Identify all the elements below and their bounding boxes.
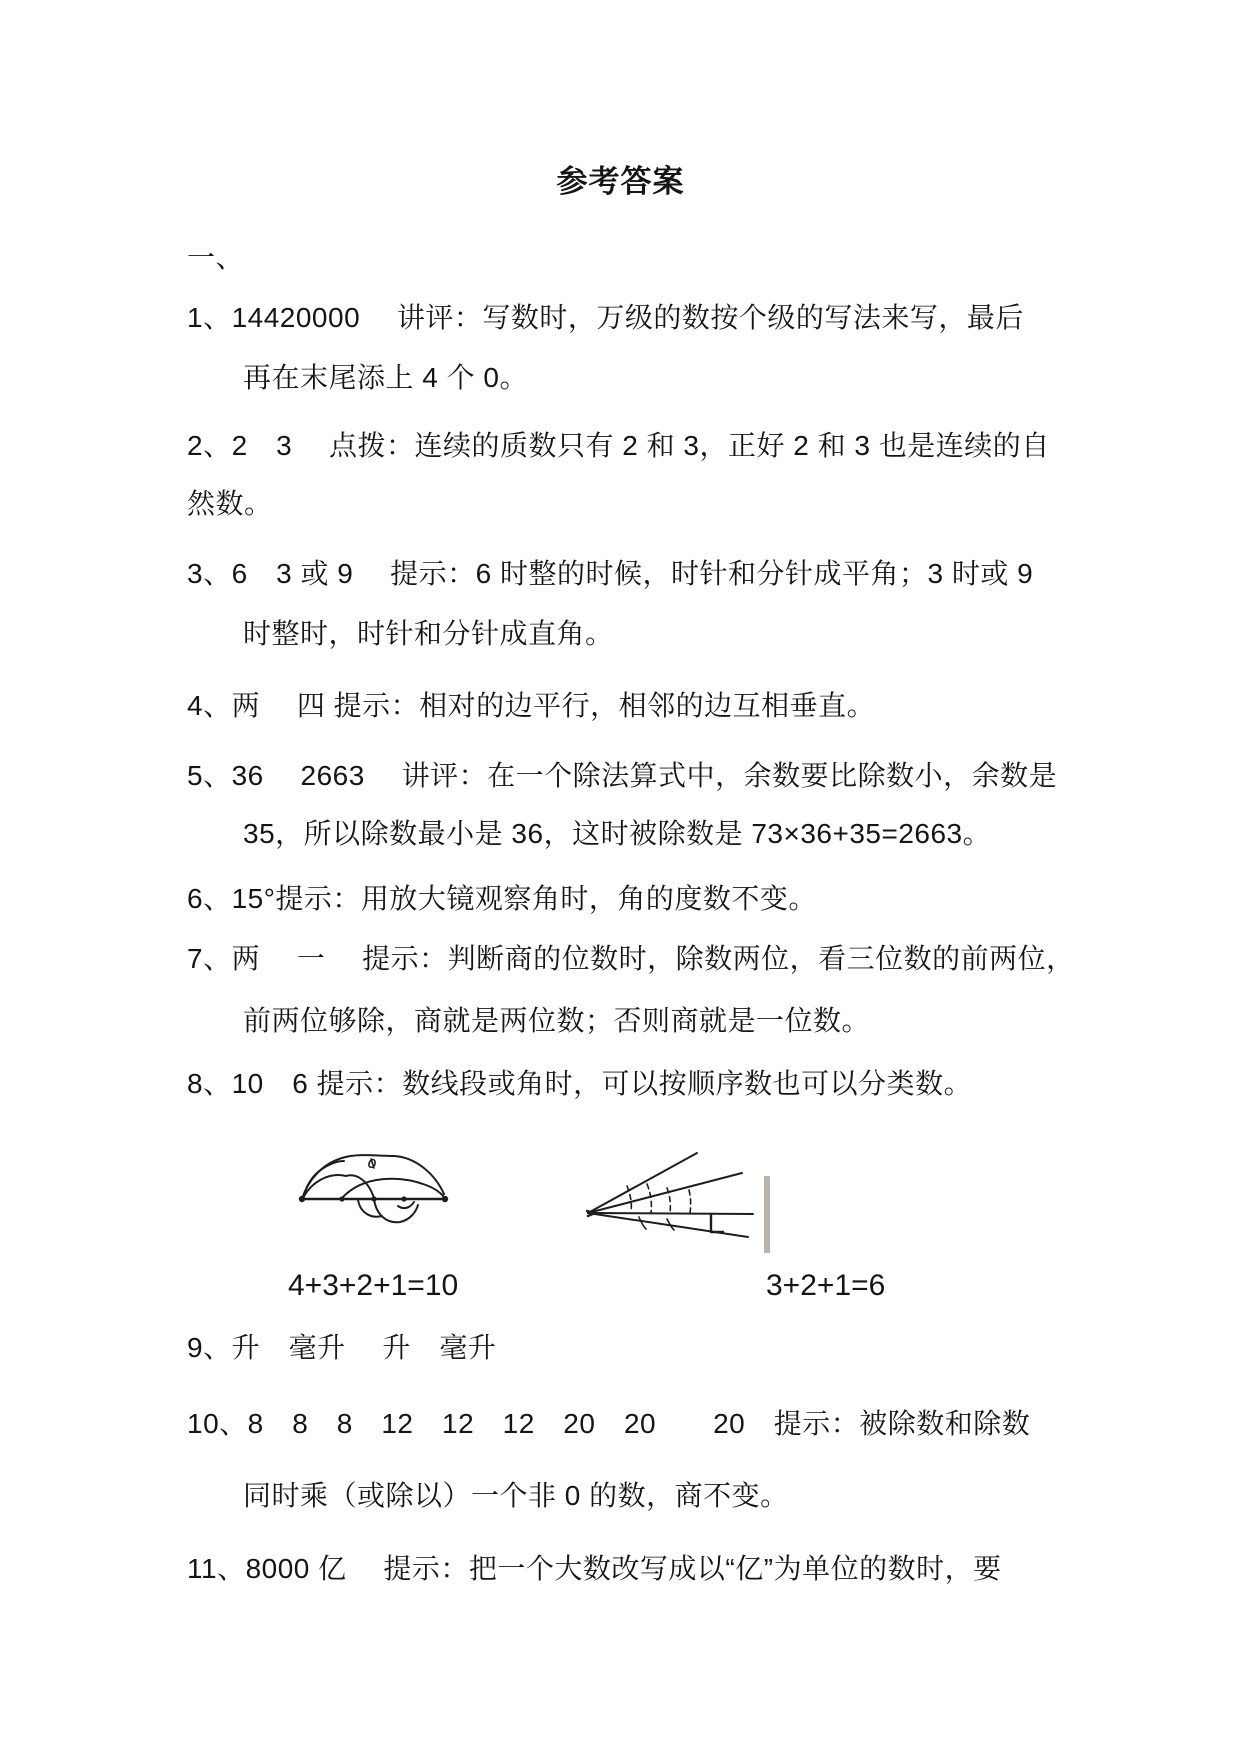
answer-line-1: 1、14420000 讲评：写数时，万级的数按个级的写法来写，最后 <box>187 302 1024 333</box>
answer-line-11: 11、8000 亿 提示：把一个大数改写成以“亿”为单位的数时，要 <box>187 1553 1002 1584</box>
segments-equation: 4+3+2+1=10 <box>288 1269 459 1302</box>
answer-line-4: 4、两 四 提示：相对的边平行，相邻的边互相垂直。 <box>187 690 876 721</box>
answer-line-7-cont: 前两位够除，商就是两位数；否则商就是一位数。 <box>243 1005 871 1036</box>
answer-line-10-cont: 同时乘（或除以）一个非 0 的数，商不变。 <box>243 1480 789 1511</box>
answer-line-1-cont: 再在末尾添上 4 个 0。 <box>243 362 528 393</box>
answer-line-10: 10、8 8 8 12 12 12 20 20 20 提示：被除数和除数 <box>187 1408 1031 1439</box>
answer-line-2-cont: 然数。 <box>187 488 273 519</box>
gray-bar-artifact <box>764 1176 770 1253</box>
answer-line-3: 3、6 3 或 9 提示：6 时整的时候，时针和分针成平角；3 时或 9 <box>187 558 1034 589</box>
answer-line-5: 5、36 2663 讲评：在一个除法算式中，余数要比除数小，余数是 <box>187 760 1058 791</box>
answer-line-8: 8、10 6 提示：数线段或角时，可以按顺序数也可以分类数。 <box>187 1068 973 1099</box>
answer-line-2: 2、2 3 点拨：连续的质数只有 2 和 3，正好 2 和 3 也是连续的自 <box>187 430 1050 461</box>
answer-line-9: 9、升 毫升 升 毫升 <box>187 1332 497 1363</box>
segments-figure <box>298 1150 450 1234</box>
angles-equation: 3+2+1=6 <box>766 1269 886 1302</box>
answer-line-7: 7、两 一 提示：判断商的位数时，除数两位，看三位数的前两位， <box>187 943 1075 974</box>
answer-line-6: 6、15°提示：用放大镜观察角时，角的度数不变。 <box>187 883 817 914</box>
page-title: 参考答案 <box>556 164 685 199</box>
section-heading: 一、 <box>187 242 245 273</box>
answer-line-5-cont: 35，所以除数最小是 36，这时被除数是 73×36+35=2663。 <box>243 818 992 849</box>
angles-figure <box>583 1140 761 1252</box>
answer-line-3-cont: 时整时，时针和分针成直角。 <box>243 618 614 649</box>
